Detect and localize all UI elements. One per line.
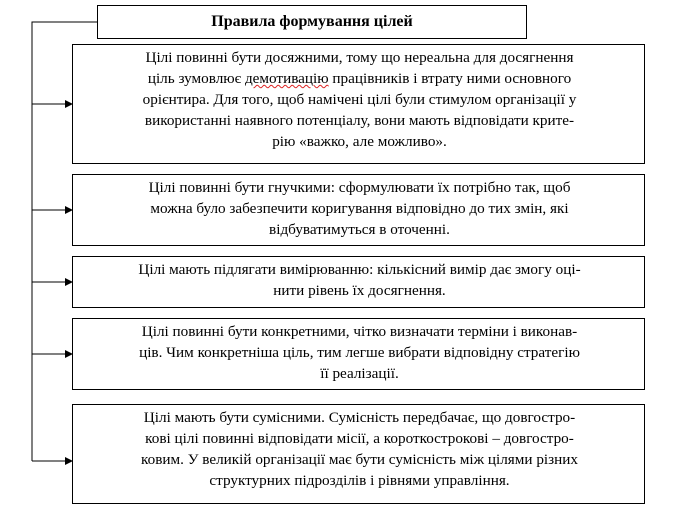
diagram-title-box — [97, 5, 527, 39]
rule-1-line-2 — [83, 68, 636, 89]
rule-5-line-2: кові цілі повинні відповідати місії, а короткострокові – довгостро- — [145, 430, 574, 447]
rule-5-line-3: ковим. У великій організації має бути сумісність між цілями різних — [141, 451, 578, 468]
rule-1-line-2-start: ціль зумовлює — [147, 70, 242, 87]
rule-2-line-3: відбуватимуться в оточенні. — [269, 221, 450, 238]
rule-3-line-1: Цілі мають підлягати вимірюванню: кількісний вимір дає змогу оці- — [138, 261, 581, 278]
rule-2-line-2: можна було забезпечити коригування відповідно до тих змін, які — [150, 200, 569, 217]
rule-1-line-3: орієнтира. Для того, щоб намічені цілі були стимулом організації у — [142, 91, 577, 108]
rule-1-line-1: Цілі повинні бути досяжними, тому що нереальна для досягнення — [145, 49, 574, 66]
rule-box-specific — [72, 318, 645, 390]
rule-4-line-3: її реалізації. — [320, 365, 399, 382]
diagram-title: Правила формування цілей — [211, 13, 413, 30]
rule-4-line-1: Цілі повинні бути конкретними, чітко визначати терміни і виконав- — [141, 323, 578, 340]
rule-box-achievable — [72, 44, 645, 164]
rule-1-line-4: використанні наявного потенціалу, вони мають відповідати крите- — [144, 112, 575, 129]
rule-5-line-4: структурних підрозділів і рівнями управління. — [209, 472, 510, 489]
rule-3-line-2: нити рівень їх досягнення. — [273, 282, 446, 299]
rule-2-line-1: Цілі повинні бути гнучкими: сформулювати їх потрібно так, щоб — [148, 179, 571, 196]
rule-1-line-5: рію «важко, але можливо». — [272, 133, 447, 150]
rule-box-flexible — [72, 174, 645, 246]
rule-5-line-1: Цілі мають бути сумісними. Сумісність передбачає, що довгостро- — [143, 409, 576, 426]
rule-box-measurable — [72, 256, 645, 308]
rule-box-compatible — [72, 404, 645, 504]
rule-4-line-2: ців. Чим конкретніша ціль, тим легше вибрати відповідну стратегію — [139, 344, 580, 361]
spellcheck-word: демотивацію — [244, 70, 329, 87]
rule-1-line-2-end: працівників і втрату ними основного — [332, 70, 572, 87]
